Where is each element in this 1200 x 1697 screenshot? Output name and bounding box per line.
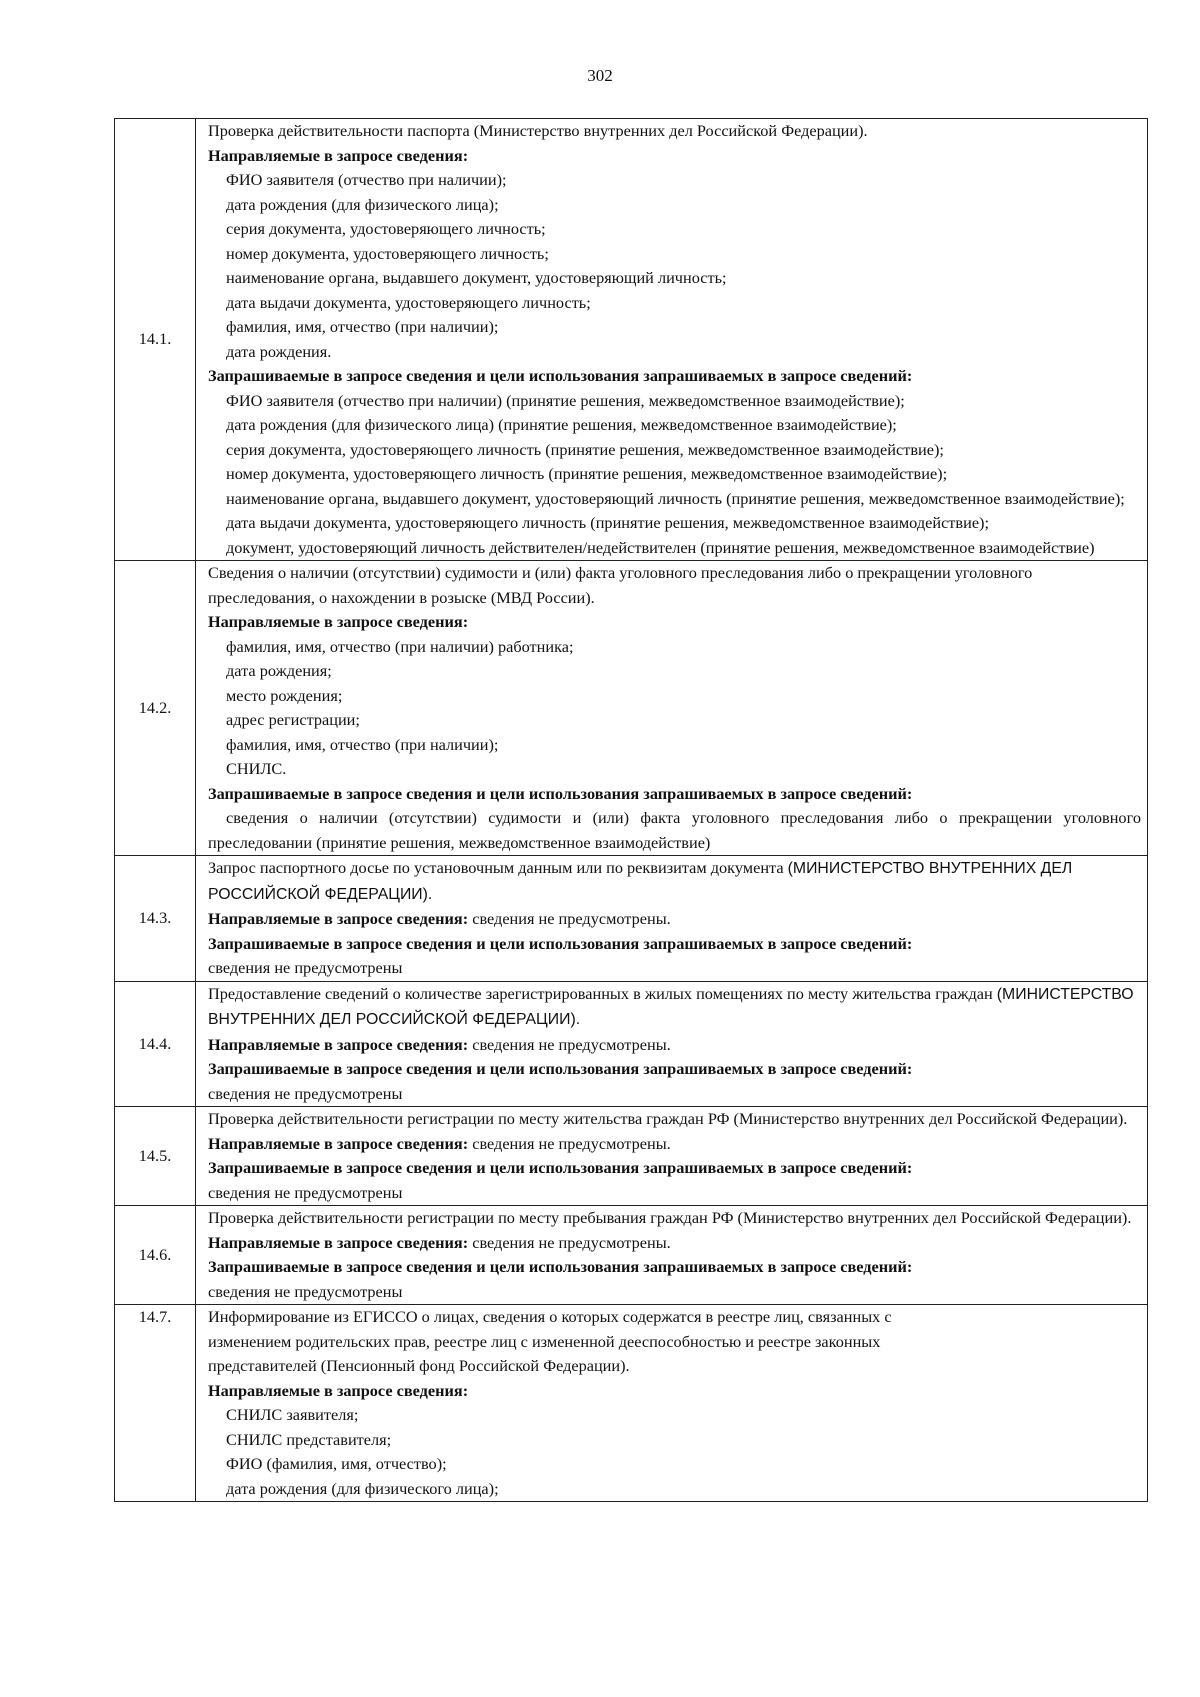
list-item: дата выдачи документа, удостоверяющего личность (принятие решения, межведомственное взаимодействие); bbox=[226, 513, 989, 532]
table-row bbox=[115, 1305, 1148, 1502]
sent-heading: Направляемые в запросе сведения: bbox=[208, 1133, 469, 1153]
row-content bbox=[196, 561, 1148, 856]
list-item: дата рождения (для физического лица); bbox=[226, 1478, 499, 1498]
list-item: наименование органа, выдавшего документ, удостоверяющий личность (принятие решения, межведомственное взаимодействие); bbox=[226, 488, 1125, 508]
row-intro: Проверка действительности паспорта (Министерство внутренних дел Российской Федерации). bbox=[208, 121, 868, 140]
row-content bbox=[196, 1107, 1148, 1206]
row-number: 14.4. bbox=[115, 981, 196, 1107]
table-row bbox=[115, 561, 1148, 856]
table-row bbox=[115, 981, 1148, 1107]
requested-value: сведения не предусмотрены bbox=[208, 1182, 403, 1202]
sent-value: сведения не предусмотрены. bbox=[472, 1232, 671, 1252]
list-item: дата рождения. bbox=[226, 341, 332, 361]
requested-heading: Запрашиваемые в запросе сведения и цели использования запрашиваемых в запросе сведений: bbox=[208, 783, 913, 803]
services-table bbox=[114, 118, 1148, 1502]
list-item: документ, удостоверяющий личность действителен/недействителен (принятие решения, межведомственное взаимодействие) bbox=[226, 537, 1095, 557]
requested-value: сведения не предусмотрены bbox=[208, 1083, 403, 1103]
table-row bbox=[115, 119, 1148, 561]
row-intro-text: Предоставление сведений о количестве зарегистрированных в жилых помещениях по месту жительства граждан bbox=[208, 983, 993, 1003]
sent-line bbox=[208, 1132, 1141, 1157]
row-number: 14.1. bbox=[115, 119, 196, 561]
sent-heading: Направляемые в запросе сведения: bbox=[208, 612, 469, 631]
table-row bbox=[115, 1107, 1148, 1206]
list-item: серия документа, удостоверяющего личность; bbox=[226, 219, 546, 238]
requested-heading: Запрашиваемые в запросе сведения и цели использования запрашиваемых в запросе сведений: bbox=[208, 1158, 913, 1177]
requested-heading: Запрашиваемые в запросе сведения и цели использования запрашиваемых в запросе сведений: bbox=[208, 1257, 913, 1276]
list-item: фамилия, имя, отчество (при наличии); bbox=[226, 734, 499, 754]
row-intro bbox=[208, 856, 1141, 907]
row-number: 14.2. bbox=[115, 561, 196, 856]
sent-heading: Направляемые в запросе сведения: bbox=[208, 1232, 469, 1252]
list-item: ФИО заявителя (отчество при наличии); bbox=[226, 170, 507, 189]
row-intro-line: изменением родительских прав, реестре лиц с измененной дееспособностью и реестре законных bbox=[208, 1331, 881, 1351]
list-item: дата выдачи документа, удостоверяющего личность; bbox=[226, 292, 591, 312]
list-item: наименование органа, выдавшего документ, удостоверяющий личность; bbox=[226, 268, 727, 287]
list-item: место рождения; bbox=[226, 685, 343, 705]
sent-value: сведения не предусмотрены. bbox=[472, 1034, 671, 1054]
list-item: ФИО (фамилия, имя, отчество); bbox=[226, 1454, 447, 1473]
list-item: СНИЛС. bbox=[226, 759, 287, 778]
row-number: 14.6. bbox=[115, 1206, 196, 1305]
list-item: дата рождения (для физического лица) (принятие решения, межведомственное взаимодействие); bbox=[226, 415, 897, 434]
row-intro: Сведения о наличии (отсутствии) судимости и (или) факта уголовного преследования либо о прекращении уголовного преследования, о нахождении в розыске (МВД России). bbox=[208, 563, 1033, 607]
row-number: 14.5. bbox=[115, 1107, 196, 1206]
list-item: ФИО заявителя (отчество при наличии) (принятие решения, межведомственное взаимодействие); bbox=[226, 390, 905, 410]
sent-value: сведения не предусмотрены. bbox=[472, 1133, 671, 1153]
sent-heading: Направляемые в запросе сведения: bbox=[208, 909, 469, 928]
row-content bbox=[196, 119, 1148, 561]
table-row bbox=[115, 856, 1148, 982]
row-number: 14.3. bbox=[115, 856, 196, 982]
row-number: 14.7. bbox=[115, 1305, 196, 1502]
row-intro: Проверка действительности регистрации по месту жительства граждан РФ (Министерство внутренних дел Российской Федерации). bbox=[208, 1109, 1128, 1128]
page-number: 302 bbox=[587, 66, 613, 85]
sent-heading: Направляемые в запросе сведения: bbox=[208, 1380, 469, 1400]
row-intro-text: Запрос паспортного досье по установочным данным или по реквизитам документа bbox=[208, 858, 784, 877]
row-intro: Проверка действительности регистрации по месту пребывания граждан РФ (Министерство внутренних дел Российской Федерации). bbox=[208, 1208, 1132, 1227]
list-item: фамилия, имя, отчество (при наличии) работника; bbox=[226, 636, 574, 656]
row-intro-agency: (МИНИСТЕРСТВО ВНУТРЕННИХ ДЕЛ РОССИЙСКОЙ ФЕДЕРАЦИИ). bbox=[208, 860, 1073, 903]
requested-heading: Запрашиваемые в запросе сведения и цели использования запрашиваемых в запросе сведений: bbox=[208, 1059, 913, 1078]
sent-heading: Направляемые в запросе сведения: bbox=[208, 145, 469, 165]
list-item: номер документа, удостоверяющего личность; bbox=[226, 243, 549, 263]
requested-value: сведения не предусмотрены bbox=[208, 1281, 403, 1301]
list-item: адрес регистрации; bbox=[226, 710, 360, 729]
sent-heading: Направляемые в запросе сведения: bbox=[208, 1034, 469, 1054]
sent-value: сведения не предусмотрены. bbox=[472, 909, 671, 928]
list-item: фамилия, имя, отчество (при наличии); bbox=[226, 317, 499, 336]
row-content bbox=[196, 981, 1148, 1107]
sent-line bbox=[208, 1231, 1141, 1256]
list-item: СНИЛС заявителя; bbox=[226, 1405, 359, 1424]
row-intro-line: Информирование из ЕГИССО о лицах, сведения о которых содержатся в реестре лиц, связанных с bbox=[208, 1307, 892, 1326]
list-item: сведения о наличии (отсутствии) судимости и (или) факта уголовного преследования либо о прекращении уголовного преследовании (принятие решения, межведомственное взаимодействие) bbox=[208, 808, 1141, 852]
row-content bbox=[196, 1305, 1148, 1502]
list-item: дата рождения (для физического лица); bbox=[226, 194, 499, 214]
sent-line bbox=[208, 1033, 1141, 1058]
row-content bbox=[196, 1206, 1148, 1305]
sent-line bbox=[208, 907, 1141, 932]
row-intro-agency: (МИНИСТЕРСТВО ВНУТРЕННИХ ДЕЛ РОССИЙСКОЙ ФЕДЕРАЦИИ). bbox=[208, 985, 1134, 1028]
list-item: СНИЛС представителя; bbox=[226, 1429, 392, 1449]
list-item: серия документа, удостоверяющего личность (принятие решения, межведомственное взаимодействие); bbox=[226, 439, 944, 459]
row-intro bbox=[208, 982, 1141, 1033]
row-content bbox=[196, 856, 1148, 982]
table-row bbox=[115, 1206, 1148, 1305]
row-intro-line: представителей (Пенсионный фонд Российской Федерации). bbox=[208, 1356, 630, 1375]
requested-heading: Запрашиваемые в запросе сведения и цели использования запрашиваемых в запросе сведений: bbox=[208, 933, 913, 953]
requested-heading: Запрашиваемые в запросе сведения и цели использования запрашиваемых в запросе сведений: bbox=[208, 366, 913, 385]
requested-value: сведения не предусмотрены bbox=[208, 958, 403, 977]
list-item: дата рождения; bbox=[226, 661, 332, 680]
list-item: номер документа, удостоверяющего личность (принятие решения, межведомственное взаимодействие); bbox=[226, 464, 948, 483]
